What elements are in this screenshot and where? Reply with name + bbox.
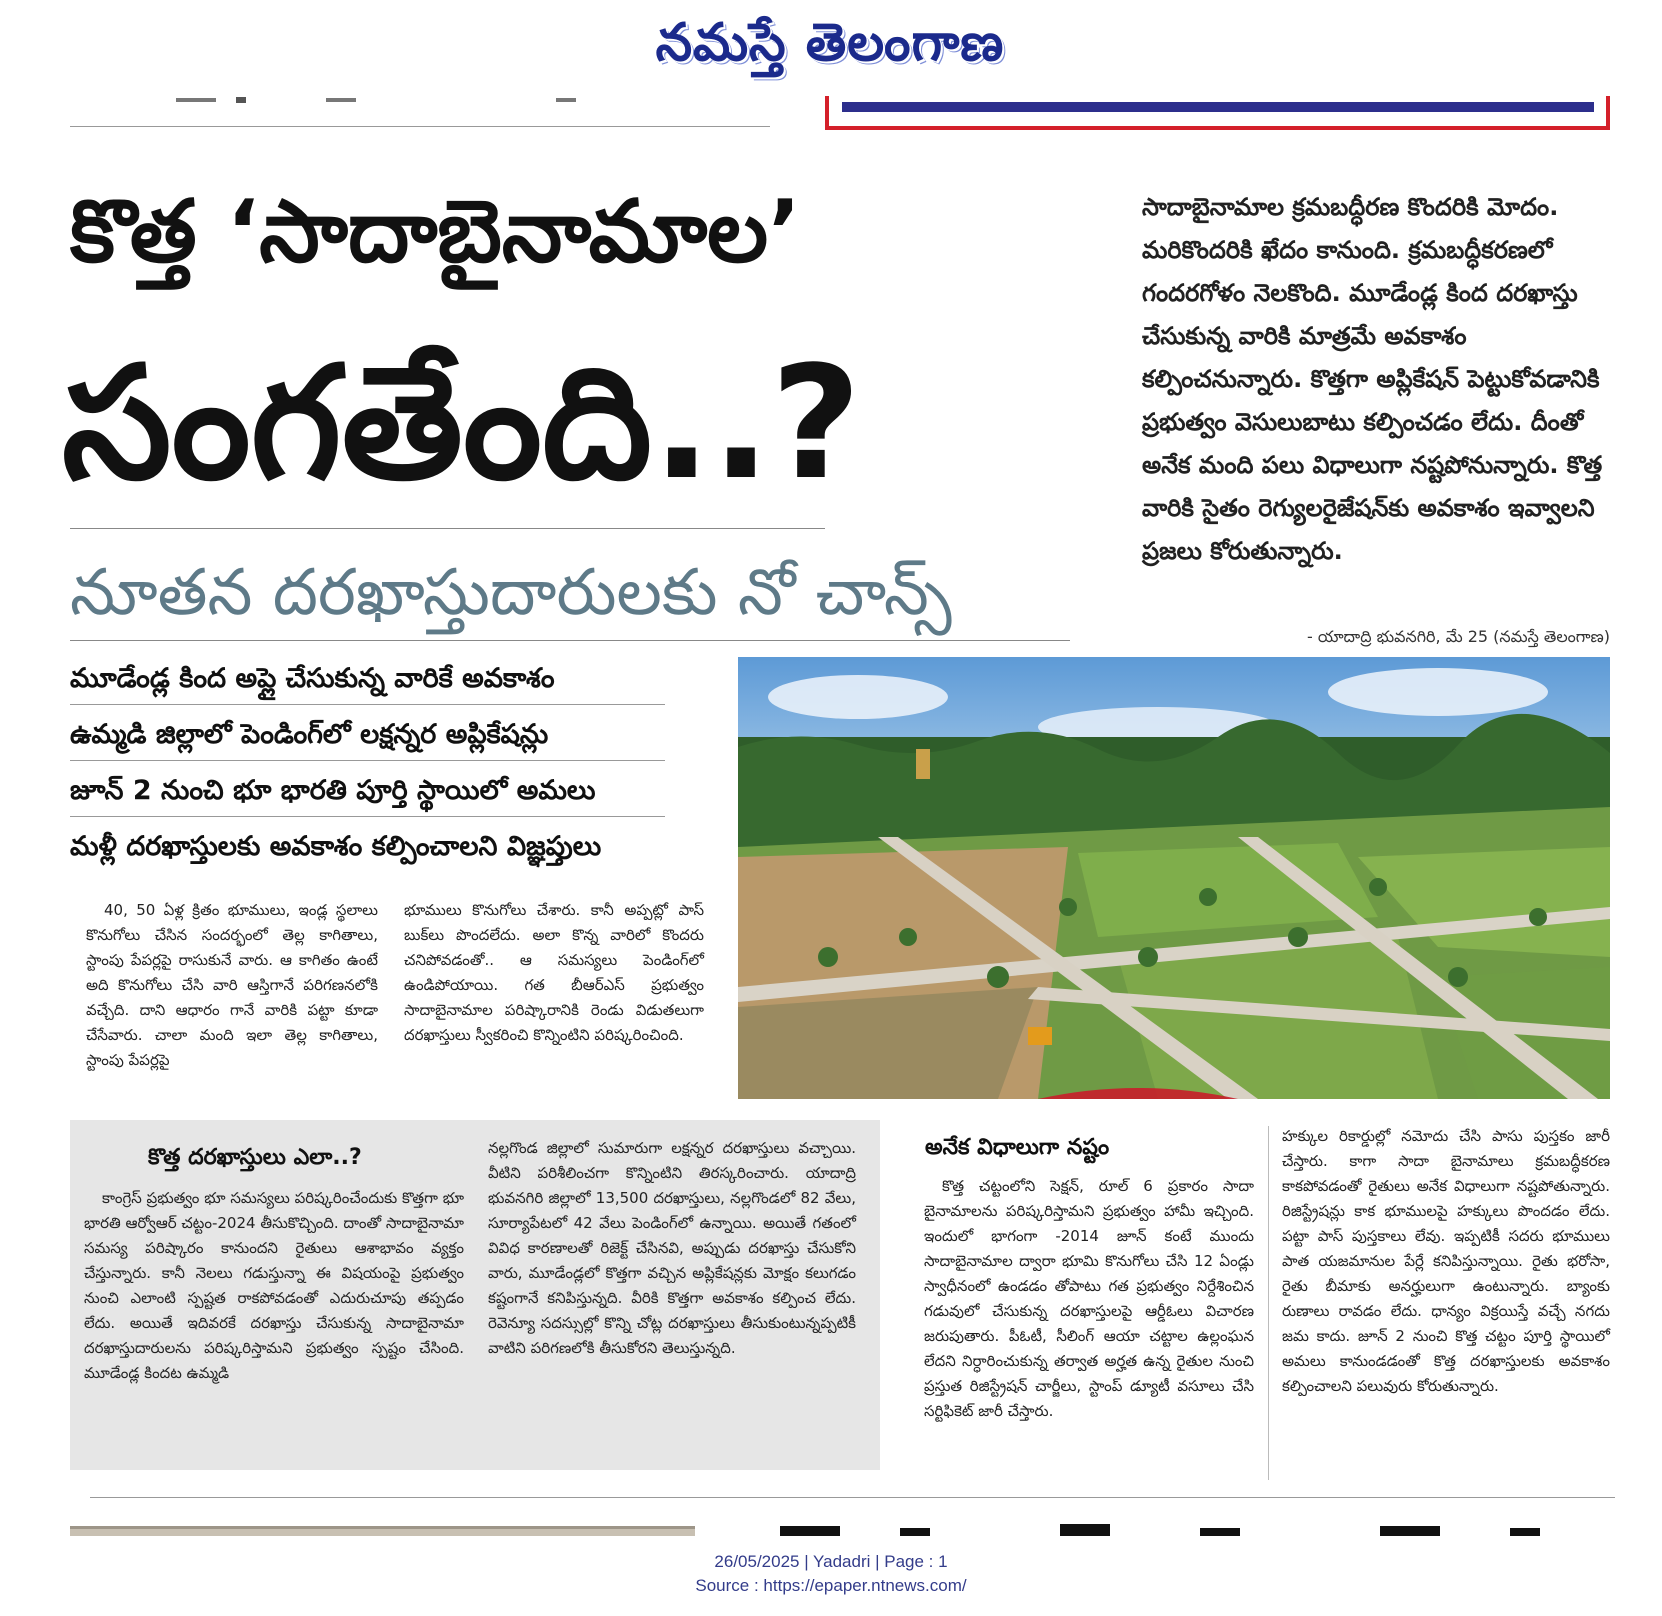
cropped-photo-strip	[70, 1526, 695, 1536]
highlight-1: మూడేండ్ల కింద అప్లై చేసుకున్న వారికే అవకాశం	[70, 663, 555, 694]
cropped-headline-fragment	[780, 1520, 1560, 1536]
highlight-3: జూన్ 2 నుంచి భూ భారతి పూర్తి స్థాయిలో అమలు	[70, 775, 596, 806]
box-column-1-text: కాంగ్రెస్ ప్రభుత్వం భూ సమస్యలు పరిష్కరించేందుకు కొత్తగా భూ భారతి ఆర్వోఆర్ చట్టం-2024 తీసుకొచ్చింది. దాంతో సాదాబైనామా సమస్య పరిష్కారం కానుందని రైతులు ఆశాభావం వ్యక్తం చేస్తున్నారు. కానీ నెలలు గడుస్తున్నా ఈ విషయంపై ప్రభుత్వం నుంచి ఎలాంటి స్పష్టత రాకపోవడంతో ఎదురుచూపు తప్పడం లేదు. అయితే ఇదివరకే దరఖాస్తు చేసుకున్న సాదాబైనామా దరఖాస్తుదారులను పరిష్కరిస్తామని ప్రభుత్వం స్పష్టం చేసింది. మూడేండ్ల కిందట ఉమ్మడి	[84, 1189, 464, 1382]
footer-source[interactable]: Source : https://epaper.ntnews.com/	[695, 1576, 967, 1595]
body-column-2-text: భూములు కొనుగోలు చేశారు. కానీ అప్పట్లో పాస్ బుక్‌లు పొందలేదు. అలా కొన్న వారిలో కొందరు చనిపోవడంతో.. ఆ సమస్యలు పెండింగ్‌లో ఉండిపోయాయి. గత బీఆర్‌ఎస్ ప్రభుత్వం సాదాబైనామాల పరిష్కారానికి రెండు విడుతలుగా దరఖాస్తులు స్వీకరించి కొన్నింటిని పరిష్కరించింది.	[404, 901, 704, 1044]
land-layout-photo	[738, 657, 1610, 1099]
bottom-rule	[90, 1497, 1615, 1498]
headline-rule	[70, 528, 825, 529]
intro-paragraph	[1142, 186, 1612, 616]
section-column-2-text: హక్కుల రికార్డుల్లో నమోదు చేసి పాసు పుస్తకం జారీ చేస్తారు. కాగా సాదా బైనామాలు క్రమబద్ధీకరణ కాకపోవడంతో రైతులు అనేక విధాలుగా నష్టపోతున్నారు. రిజిస్ట్రేషన్లు కాక భూములపై హక్కులు పొందడం లేదు. పట్టా పాస్ పుస్తకాలు లేవు. ఇప్పటికీ సదరు భూములు పాత యజమానుల పేర్లే కనిపిస్తున్నాయి. రైతు భరోసా, రైతు బీమాకు అనర్హులుగా ఉంటున్నారు. బ్యాంకు రుణాలు రావడం లేదు. ధాన్యం విక్రయిస్తే వచ్చే నగదు జమ కాదు. జూన్ 2 నుంచి కొత్త చట్టం పూర్తి స్థాయిలో అమలు కానుండడంతో కొత్త దరఖాస్తులకు అవకాశం కల్పించాలని పలువురు కోరుతున్నారు.	[1282, 1127, 1610, 1395]
column-separator	[1268, 1126, 1269, 1480]
headline-line-1: కొత్త ‘సాదాబైనామాల’	[70, 182, 801, 282]
section-column-1-text: కొత్త చట్టంలోని సెక్షన్, రూల్ 6 ప్రకారం సాదా బైనామాలను పరిష్కరిస్తామని ప్రభుత్వం హామీ ఇచ్చింది. ఇందులో భాగంగా -2014 జూన్ కంటే ముందు సాదాబైనామాల ద్వారా భూమి కొనుగోలు చేసి 12 ఏండ్లు స్వాధీనంలో ఉండడం తోపాటు గత ప్రభుత్వం నిర్దేశించిన గడువులో చేసుకున్న దరఖాస్తులపై ఆర్డీఓలు విచారణ జరుపుతారు. పీఓటీ, సీలింగ్ ఆయా చట్టాల ఉల్లంఘన లేదని నిర్ధారించుకున్న తర్వాత అర్హత ఉన్న రైతుల నుంచి ప్రస్తుత రిజిస్ట్రేషన్ చార్జీలు, స్టాంప్ డ్యూటీ వసూలు చేసి సర్టిఫికెట్ జారీ చేస్తారు.	[924, 1177, 1254, 1420]
box-column-2-text: నల్లగొండ జిల్లాలో సుమారుగా లక్షన్నర దరఖాస్తులు వచ్చాయి. వీటిని పరిశీలించగా కొన్నింటిని తిరస్కరించారు. యాదాద్రి భువనగిరి జిల్లాలో 13,500 దరఖాస్తులు, నల్లగొండలో 82 వేలు, సూర్యాపేటలో 42 వేలు పెండింగ్‌లో ఉన్నాయి. అయితే గతంలో వివిధ కారణాలతో రిజెక్ట్ చేసినవి, అప్పుడు దరఖాస్తు చేసుకోని వారు, మూడేండ్లలో కొత్తగా వచ్చిన అప్లికేషన్లకు మోక్షం కలుగడం కష్టంగానే కనిపిస్తున్నది. వీరికి కొత్తగా అవకాశం కల్పించ లేదు. రెవెన్యూ సదస్సుల్లో కొన్ని చోట్ల దరఖాస్తులు తీసుకుంటున్నప్పటికీ వాటిని పరిగణలోకి తీసుకోరని తెలుస్తున్నది.	[488, 1139, 856, 1357]
intro-text: సాదాబైనామాల క్రమబద్ధీరణ కొందరికి మోదం. మరికొందరికి ఖేదం కానుంది. క్రమబద్ధీకరణలో గందరగోళం నెలకొంది. మూడేండ్ల కింద దరఖాస్తు చేసుకున్న వారికి మాత్రమే అవకాశం కల్పించనున్నారు. కొత్తగా అప్లికేషన్ పెట్టుకోవడానికి ప్రభుత్వం వెసులుబాటు కల్పించడం లేదు. దీంతో అనేక మంది పలు విధాలుగా నష్టపోనున్నారు. కొత్త వారికి సైతం రెగ్యులరైజేషన్‌కు అవకాశం ఇవ్వాలని ప్రజలు కోరుతున్నారు.	[1142, 193, 1603, 565]
highlight-2: ఉమ్మడి జిల్లాలో పెండింగ్‌లో లక్షన్నర అప్లికేషన్లు	[70, 719, 549, 750]
highlight-4: మళ్లీ దరఖాస్తులకు అవకాశం కల్పించాలని విజ్ఞప్తులు	[70, 831, 602, 862]
page-footer	[0, 1550, 1662, 1600]
section-heading: అనేక విధాలుగా నష్టం	[925, 1135, 1110, 1160]
body-column-1	[86, 898, 378, 1098]
box-heading: కొత్త దరఖాస్తులు ఎలా..?	[148, 1145, 362, 1170]
highlight-rule	[70, 760, 665, 761]
header-flag-bar	[842, 102, 1594, 112]
subheadline: నూతన దరఖాస్తుదారులకు నో చాన్స్	[70, 556, 952, 630]
box-column-1	[84, 1186, 464, 1456]
section-column-1	[924, 1174, 1254, 1484]
dateline: - యాదాద్రి భువనగిరి, మే 25 (నమస్తే తెలంగాణ)	[1306, 627, 1610, 646]
body-column-2	[404, 898, 704, 1098]
subheadline-rule	[70, 640, 1070, 641]
top-rule	[70, 126, 770, 127]
headline-line-2: సంగతేంది..?	[62, 332, 862, 514]
section-column-2	[1282, 1124, 1610, 1480]
footer-date-edition: 26/05/2025 | Yadadri | Page : 1	[714, 1552, 948, 1571]
box-column-2	[488, 1136, 856, 1456]
highlight-rule	[70, 704, 665, 705]
body-column-1-text: 40, 50 ఏళ్ల క్రితం భూములు, ఇండ్ల స్థలాలు కొనుగోలు చేసిన సందర్భంలో తెల్ల కాగితాలు, స్టాంపు పేపర్లపై రాసుకునే వారు. ఆ కాగితం ఉంటే అది కొనుగోలు చేసి వారి ఆస్తిగానే పరిగణనలోకి వచ్చేది. దాని ఆధారం గానే వారికి పట్టా కూడా చేసేవారు. చాలా మంది ఇలా తెల్ల కాగితాలు, స్టాంపు పేపర్లపై	[86, 901, 378, 1069]
cropped-text-fragment	[176, 96, 596, 106]
highlight-rule	[70, 816, 665, 817]
masthead-logo: నమస్తే తెలంగాణ	[655, 13, 1005, 73]
